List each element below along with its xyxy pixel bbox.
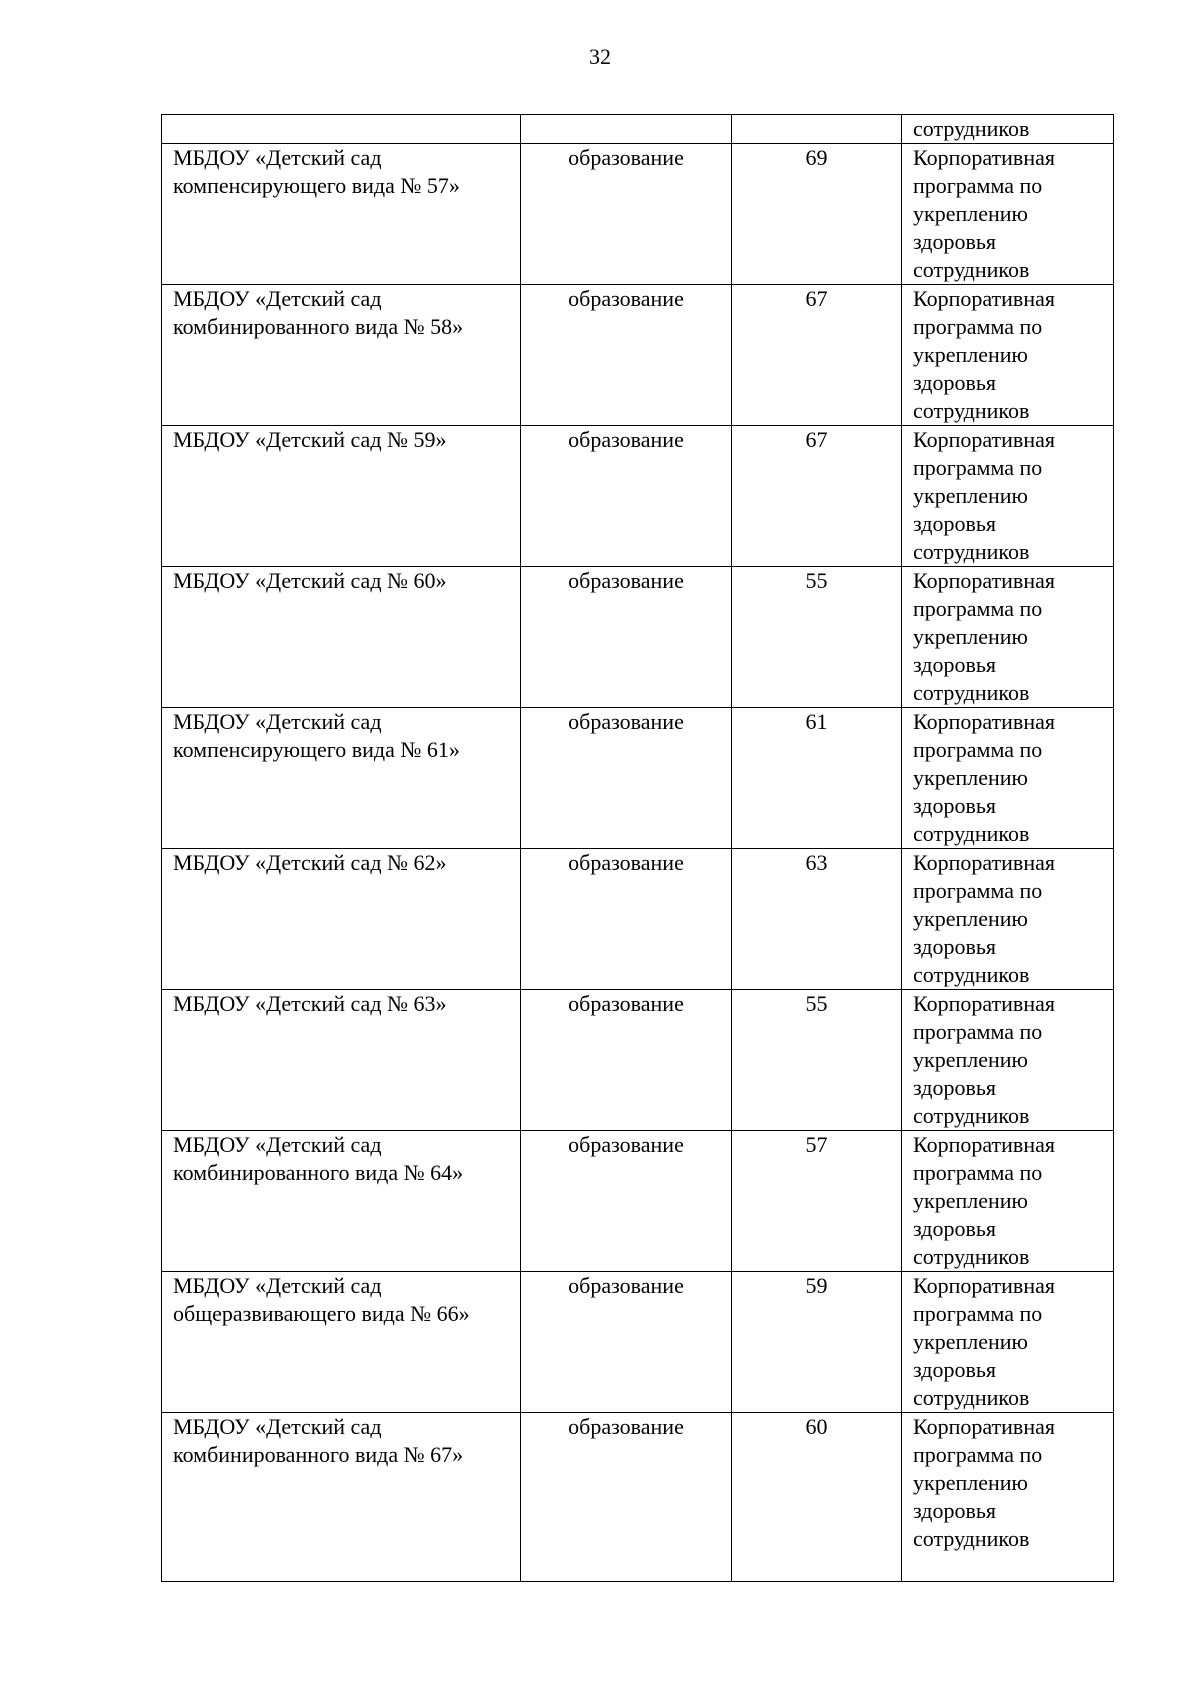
organization-cell: МБДОУ «Детский сад комбинированного вида № 64» [162, 1131, 521, 1272]
employee-count-cell: 60 [732, 1413, 902, 1582]
program-cell: Корпоративная программа по укреплению здоровья сотрудников [902, 849, 1114, 990]
sector-cell: образование [521, 567, 732, 708]
employee-count-cell: 63 [732, 849, 902, 990]
program-cell: сотрудников [902, 115, 1114, 144]
table-row [162, 1131, 1114, 1272]
program-cell: Корпоративная программа по укреплению здоровья сотрудников [902, 1131, 1114, 1272]
organization-cell: МБДОУ «Детский сад комбинированного вида № 67» [162, 1413, 521, 1582]
employee-count-cell: 67 [732, 426, 902, 567]
programs-table [161, 114, 1114, 1582]
page-number: 32 [589, 44, 611, 69]
employee-count-cell: 59 [732, 1272, 902, 1413]
program-cell: Корпоративная программа по укреплению здоровья сотрудников [902, 1413, 1114, 1582]
sector-cell: образование [521, 426, 732, 567]
sector-cell [521, 115, 732, 144]
program-cell: Корпоративная программа по укреплению здоровья сотрудников [902, 285, 1114, 426]
organization-cell [162, 115, 521, 144]
table-row [162, 1272, 1114, 1413]
table-row [162, 285, 1114, 426]
program-cell: Корпоративная программа по укреплению здоровья сотрудников [902, 990, 1114, 1131]
table-row [162, 1413, 1114, 1582]
program-cell: Корпоративная программа по укреплению здоровья сотрудников [902, 708, 1114, 849]
sector-cell: образование [521, 1272, 732, 1413]
organization-cell: МБДОУ «Детский сад № 59» [162, 426, 521, 567]
table-row [162, 426, 1114, 567]
organization-cell: МБДОУ «Детский сад компенсирующего вида № 61» [162, 708, 521, 849]
table-row [162, 567, 1114, 708]
table-row [162, 849, 1114, 990]
employee-count-cell: 57 [732, 1131, 902, 1272]
employee-count-cell: 67 [732, 285, 902, 426]
sector-cell: образование [521, 990, 732, 1131]
program-cell: Корпоративная программа по укреплению здоровья сотрудников [902, 426, 1114, 567]
employee-count-cell: 69 [732, 144, 902, 285]
table-row [162, 990, 1114, 1131]
organization-cell: МБДОУ «Детский сад комбинированного вида № 58» [162, 285, 521, 426]
sector-cell: образование [521, 708, 732, 849]
organization-cell: МБДОУ «Детский сад общеразвивающего вида № 66» [162, 1272, 521, 1413]
employee-count-cell: 55 [732, 567, 902, 708]
employee-count-cell [732, 115, 902, 144]
sector-cell: образование [521, 849, 732, 990]
sector-cell: образование [521, 144, 732, 285]
organization-cell: МБДОУ «Детский сад компенсирующего вида № 57» [162, 144, 521, 285]
table-row [162, 708, 1114, 849]
program-cell: Корпоративная программа по укреплению здоровья сотрудников [902, 144, 1114, 285]
table-row [162, 144, 1114, 285]
employee-count-cell: 61 [732, 708, 902, 849]
sector-cell: образование [521, 1131, 732, 1272]
sector-cell: образование [521, 285, 732, 426]
program-cell: Корпоративная программа по укреплению здоровья сотрудников [902, 1272, 1114, 1413]
organization-cell: МБДОУ «Детский сад № 63» [162, 990, 521, 1131]
program-cell: Корпоративная программа по укреплению здоровья сотрудников [902, 567, 1114, 708]
sector-cell: образование [521, 1413, 732, 1582]
organization-cell: МБДОУ «Детский сад № 62» [162, 849, 521, 990]
organization-cell: МБДОУ «Детский сад № 60» [162, 567, 521, 708]
table-row [162, 115, 1114, 144]
employee-count-cell: 55 [732, 990, 902, 1131]
